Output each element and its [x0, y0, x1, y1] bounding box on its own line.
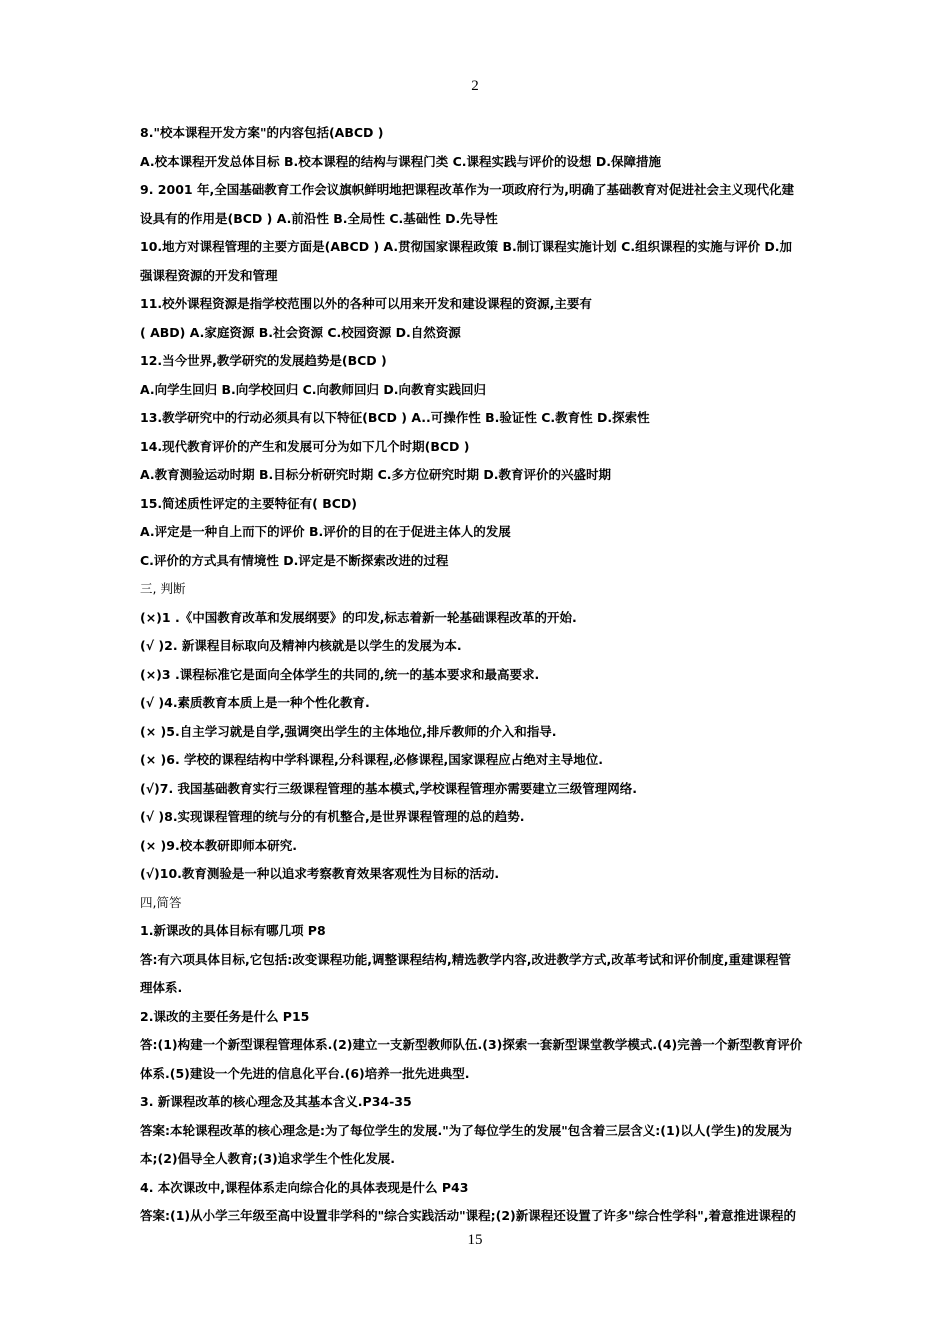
short-answer-3-answer-cont: 本;(2)倡导全人教育;(3)追求学生个性化发展.	[140, 1151, 395, 1166]
judgement-6: (× )6. 学校的课程结构中学科课程,分科课程,必修课程,国家课程应占绝对主导地位.	[140, 752, 604, 767]
section-heading-short-answer: 四,简答	[140, 894, 182, 910]
section-heading-judgement: 三, 判断	[140, 581, 186, 596]
short-answer-4-question: 4. 本次课改中,课程体系走向综合化的具体表现是什么 P43	[140, 1179, 469, 1195]
question-13: 13.教学研究中的行动必须具有以下特征(BCD ) A..可操作性 B.验证性 C.教育性 D.探索性	[140, 410, 650, 425]
judgement-3: (×)3 .课程标准它是面向全体学生的共同的,统一的基本要求和最高要求.	[140, 666, 540, 682]
judgement-10: (√)10.教育测验是一种以追求考察教育效果客观性为目标的活动.	[140, 866, 500, 881]
short-answer-2-answer: 答:(1)构建一个新型课程管理体系.(2)建立一支新型教师队伍.(3)探索一套新型课堂教学模式.(4)完善一个新型教育评价	[140, 1037, 803, 1052]
judgement-1: (×)1 .《中国教育改革和发展纲要》的印发,标志着新一轮基础课程改革的开始.	[140, 609, 577, 625]
question-10-cont: 强课程资源的开发和管理	[140, 267, 278, 283]
document-body	[140, 119, 852, 1231]
judgement-9: (× )9.校本教研即师本研究.	[140, 837, 297, 853]
short-answer-2-answer-cont: 体系.(5)建设一个先进的信息化平台.(6)培养一批先进典型.	[140, 1065, 470, 1081]
question-15-options-a-b: A.评定是一种自上而下的评价 B.评价的目的在于促进主体人的发展	[140, 524, 511, 539]
question-8: 8."校本课程开发方案"的内容包括(ABCD )	[140, 125, 384, 140]
question-15: 15.简述质性评定的主要特征有( BCD)	[140, 495, 357, 511]
short-answer-1-answer: 答:有六项具体目标,它包括:改变课程功能,调整课程结构,精选教学内容,改进教学方式,改革考试和评价制度,重建课程管	[140, 951, 791, 967]
short-answer-4-answer: 答案:(1)从小学三年级至高中设置非学科的"综合实践活动"课程;(2)新课程还设置了许多"综合性学科",着意推进课程的	[140, 1208, 797, 1223]
judgement-2: (√ )2. 新课程目标取向及精神内核就是以学生的发展为本.	[140, 638, 462, 653]
short-answer-3-question: 3. 新课程改革的核心理念及其基本含义.P34-35	[140, 1094, 412, 1109]
short-answer-3-answer: 答案:本轮课程改革的核心理念是:为了每位学生的发展."为了每位学生的发展"包含着三层含义:(1)以人(学生)的发展为	[140, 1122, 792, 1138]
question-11-options: ( ABD) A.家庭资源 B.社会资源 C.校园资源 D.自然资源	[140, 324, 461, 340]
judgement-4: (√ )4.素质教育本质上是一种个性化教育.	[140, 695, 370, 710]
judgement-7: (√)7. 我国基础教育实行三级课程管理的基本模式,学校课程管理亦需要建立三级管理网络.	[140, 780, 638, 796]
judgement-5: (× )5.自主学习就是自学,强调突出学生的主体地位,排斥教师的介入和指导.	[140, 723, 557, 739]
question-12: 12.当今世界,教学研究的发展趋势是(BCD )	[140, 353, 387, 368]
question-9: 9. 2001 年,全国基础教育工作会议旗帜鲜明地把课程改革作为一项政府行为,明确了基础教育对促进社会主义现代化建	[140, 182, 794, 197]
question-9-cont: 设具有的作用是(BCD ) A.前沿性 B.全局性 C.基础性 D.先导性	[140, 210, 498, 226]
question-14: 14.现代教育评价的产生和发展可分为如下几个时期(BCD )	[140, 438, 470, 454]
short-answer-1-question: 1.新课改的具体目标有哪几项 P8	[140, 923, 326, 938]
question-11: 11.校外课程资源是指学校范围以外的各种可以用来开发和建设课程的资源,主要有	[140, 296, 592, 311]
question-14-options: A.教育测验运动时期 B.目标分析研究时期 C.多方位研究时期 D.教育评价的兴盛时期	[140, 467, 612, 482]
question-15-options-c-d: C.评价的方式具有情境性 D.评定是不断探索改进的过程	[140, 552, 449, 568]
question-8-options: A.校本课程开发总体目标 B.校本课程的结构与课程门类 C.课程实践与评价的设想 D.保障措施	[140, 153, 662, 169]
question-10: 10.地方对课程管理的主要方面是(ABCD ) A.贯彻国家课程政策 B.制订课程实施计划 C.组织课程的实施与评价 D.加	[140, 239, 793, 254]
short-answer-2-question: 2.课改的主要任务是什么 P15	[140, 1008, 310, 1024]
question-12-options: A.向学生回归 B.向学校回归 C.向教师回归 D.向教育实践回归	[140, 381, 487, 397]
page-number-top: 2	[471, 78, 479, 94]
short-answer-1-answer-cont: 理体系.	[140, 980, 183, 995]
page-number-bottom: 15	[467, 1232, 483, 1248]
judgement-8: (√ )8.实现课程管理的统与分的有机整合,是世界课程管理的总的趋势.	[140, 809, 525, 824]
